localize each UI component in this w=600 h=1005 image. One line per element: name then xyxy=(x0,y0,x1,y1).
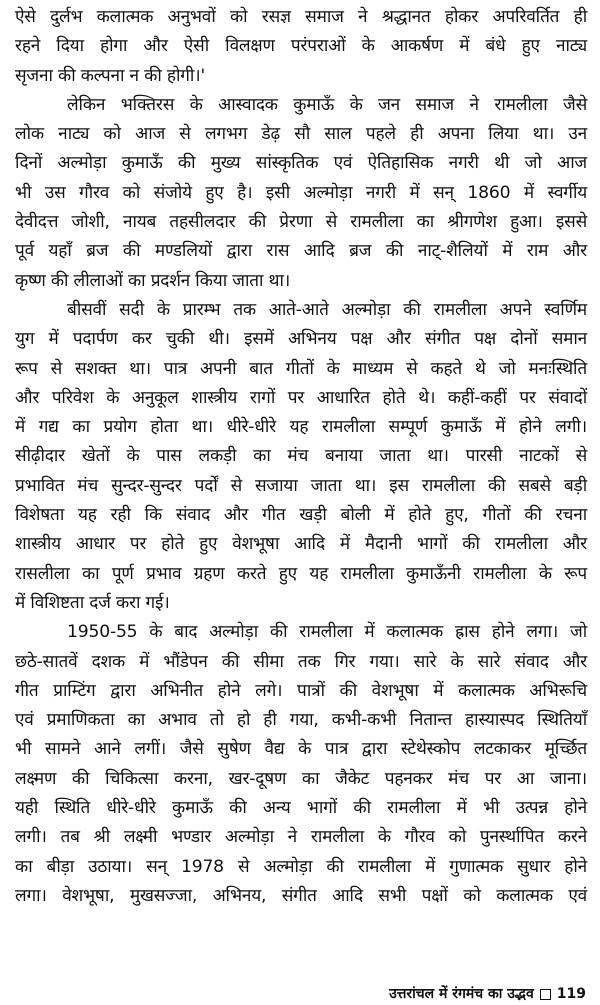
text-line: प्रभावित मंच सुन्दर-सुन्दर पर्दों से सजाया जाता था। इस रामलीला की सबसे बड़ी xyxy=(15,475,587,496)
running-title: उत्तरांचल में रंगमंच का उद्भव xyxy=(389,986,534,1002)
text-line: रहने दिया होगा और ऐसी विलक्षण परंपराओं के आकर्षण में बंधे हुए नाट्य xyxy=(15,36,587,57)
text-line: लगा। वेशभूषा, मुखसज्जा, अभिनय, संगीत आदि सभी पक्षों को कलात्मक एवं xyxy=(15,885,587,906)
text-line: विशेषता यह रही कि संवाद और गीत खड़ी बोली में होते हुए, गीतों की रचना xyxy=(15,505,587,526)
text-line: कृष्ण की लीलाओं का प्रदर्शन किया जाता था। xyxy=(15,270,291,291)
text-line: लेकिन भक्तिरस के आस्वादक कुमाऊँ के जन समाज ने रामलीला जैसे xyxy=(67,94,587,115)
text-line: सीढ़ीदार खेतों के पास लकड़ी का मंच बनाया जाता था। पारसी नाटकों से xyxy=(15,446,587,467)
hollow-square-icon xyxy=(540,989,551,1000)
paragraph-3 xyxy=(15,296,587,618)
paragraph-2 xyxy=(15,91,587,296)
text-line: में गद्य का प्रयोग होता था। धीरे-धीरे यह रामलीला सम्पूर्ण कुमाऊँ में होने लगी। xyxy=(15,417,587,438)
text-line: रूप से सशक्त था। पात्र अपनी बात गीतों के माध्यम से कहते थे जो मनःस्थिति xyxy=(15,358,587,379)
page-body xyxy=(15,3,587,911)
text-line: छठे-सातवें दशक में भौंडेपन की सीमा तक गिर गया। सारे के सारे संवाद और xyxy=(15,651,587,672)
text-line: और परिवेश के अनुकूल शास्त्रीय रागों पर आधारित होते थे। कहीं-कहीं पर संवादों xyxy=(15,387,587,408)
text-line: एवं प्रमाणिकता का अभाव तो हो ही गया, कभी-कभी नितान्त हास्यास्पद स्थितियाँ xyxy=(15,710,587,731)
page-footer xyxy=(389,984,586,1003)
text-line: बीसवीं सदी के प्रारम्भ तक आते-आते अल्मोड़ा की रामलीला अपने स्वर्णिम xyxy=(67,299,587,320)
text-line: में विशिष्टता दर्ज करा गई। xyxy=(15,592,170,613)
text-line: सृजना की कल्पना न की होगी।' xyxy=(15,65,205,86)
page-number: 119 xyxy=(556,985,586,1002)
text-line: ऐसे दुर्लभ कलात्मक अनुभवों को रसज्ञ समाज ने श्रद्धानत होकर अपरिवर्तित ही xyxy=(15,7,587,27)
text-line: भी सामने आने लगीं। जैसे सुषेण वैद्य के पात्र द्वारा स्टेथेस्कोप लटकाकर मूर्च्छित xyxy=(15,739,587,760)
text-line: यही स्थिति धीरे-धीरे कुमाऊँ की अन्य भागों की रामलीला में भी उत्पन्न होने xyxy=(15,798,587,819)
paragraph-4 xyxy=(15,618,587,911)
text-line: लोक नाट्य को आज से लगभग डेढ़ सौ साल पहले ही अपना लिया था। उन xyxy=(15,124,587,145)
text-line: का बीड़ा उठाया। सन् 1978 से अल्मोड़ा की रामलीला में गुणात्मक सुधार होने xyxy=(15,856,587,877)
text-line: दिनों अल्मोड़ा कुमाऊँ की मुख्य सांस्कृतिक एवं ऐतिहासिक नगरी थी जो आज xyxy=(15,153,587,174)
text-line: पूर्व यहाँ ब्रज की मण्डलियों द्वारा रास आदि ब्रज की नाट्-शैलियों में राम और xyxy=(15,241,587,262)
text-line: लगी। तब श्री लक्ष्मी भण्डार अल्मोड़ा ने रामलीला के गौरव को पुनर्स्थापित करने xyxy=(15,827,587,848)
text-line: लक्ष्मण की चिकित्सा करना, खर-दूषण का जैकेट पहनकर मंच पर आ जाना। xyxy=(15,768,587,789)
text-line: शास्त्रीय आधार पर होते हुए वेशभूषा आदि में मैदानी भागों की रामलीला और xyxy=(15,534,587,555)
paragraph-1 xyxy=(15,3,587,91)
text-line: रासलीला का पूर्ण प्रभाव ग्रहण करते हुए यह रामलीला कुमाऊँनी रामलीला के रूप xyxy=(15,563,587,584)
text-line: भी उस गौरव को संजोये हुए है। इसी अल्मोड़ा नगरी में सन् 1860 में स्वर्गीय xyxy=(15,182,587,203)
text-line: देवीदत्त जोशी, नायब तहसीलदार की प्रेरणा से रामलीला का श्रीगणेश हुआ। इससे xyxy=(15,212,587,233)
text-line: गीत प्राम्टिंग द्वारा अभिनीत होने लगे। पात्रों की वेशभूषा में कलात्मक अभिरूचि xyxy=(15,680,587,701)
text-line: युग में पदार्पण कर चुकी थी। इसमें अभिनय पक्ष और संगीत पक्ष दोनों समान xyxy=(15,329,587,350)
text-line: 1950-55 के बाद अल्मोड़ा की रामलीला में कलात्मक ह्रास होने लगा। जो xyxy=(67,622,587,643)
